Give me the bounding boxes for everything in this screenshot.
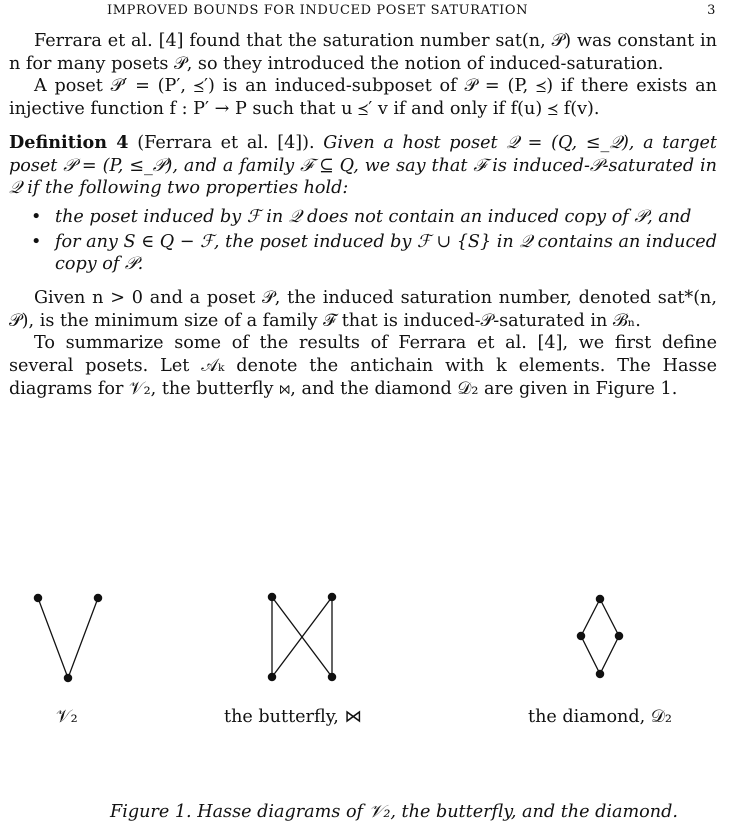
body-text: [9, 30, 717, 401]
butterfly-diagram: [268, 593, 335, 680]
paragraph-1: Ferrara et al. [4] found that the saturation number sat(n, 𝒫) was constant in n for many posets 𝒫, so they introduced the notion of induced-saturation.: [9, 31, 717, 74]
v2-label: 𝒱₂: [56, 707, 78, 727]
diamond-diagram: [577, 595, 622, 677]
butterfly-label: the butterfly, ⋈: [224, 707, 363, 727]
definition-text: Given a host poset 𝒬 = (Q, ≤_𝒬), a target poset 𝒫 = (P, ≤_𝒫), and a family ℱ ⊆ Q, we say that ℱ is induced-𝒫-saturated in 𝒬 if the following two properties hold:: [9, 132, 717, 199]
definition-attribution: (Ferrara et al. [4]).: [128, 132, 315, 153]
figure-1: [0, 585, 731, 785]
v2-diagram: [34, 594, 101, 681]
page-number: 3: [707, 3, 716, 18]
paragraph-3: Given n > 0 and a poset 𝒫, the induced saturation number, denoted sat*(n, 𝒫), is the minimum size of a family ℱ that is induced-𝒫-saturated in ℬₙ.: [9, 288, 717, 331]
bullet-item: • the poset induced by ℱ in 𝒬 does not contain an induced copy of 𝒫, and: [9, 206, 717, 229]
paragraph-2: A poset 𝒫′ = (P′, ⪯′) is an induced-subposet of 𝒫 = (P, ⪯) if there exists an injective function f : P′ → P such that u ⪯′ v if and only if f(u) ⪯ f(v).: [9, 76, 717, 120]
header-title: IMPROVED BOUNDS FOR INDUCED POSET SATURATION: [107, 3, 529, 18]
figure-caption: Figure 1. Hasse diagrams of 𝒱₂, the butterfly, and the diamond.: [110, 802, 678, 822]
definition-heading: Definition 4: [9, 131, 129, 153]
definition-4: [9, 132, 717, 200]
diamond-label: the diamond, 𝒟₂: [528, 707, 672, 727]
paragraph-4: To summarize some of the results of Ferrara et al. [4], we first define several posets. Let 𝒜ₖ denote the antichain with k elements. The Hasse diagrams for 𝒱₂, the butterfly ⋈, and the diamond 𝒟₂ are given in Figure 1.: [9, 333, 717, 399]
definition-bullets: [9, 206, 717, 276]
hasse-diagrams: [0, 585, 731, 785]
bullet-item: • for any S ∈ Q − ℱ, the poset induced by ℱ ∪ {S} in 𝒬 contains an induced copy of 𝒫.: [9, 231, 717, 276]
